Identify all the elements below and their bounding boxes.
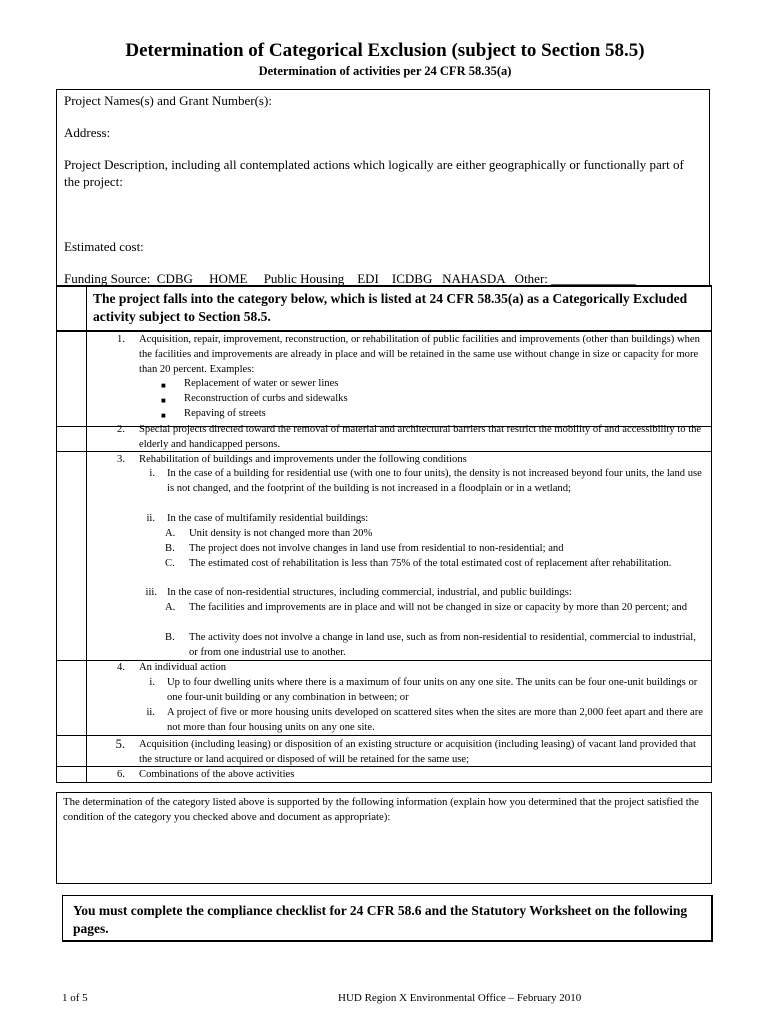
- item-3-iii-b-num: B.: [165, 632, 175, 643]
- item-2-text: Special projects directed toward the removal of material and architectural barriers that restrict the mobility of and accessibility to the elderly and handicapped persons.: [139, 424, 702, 450]
- item-1-bullet: Repaving of streets: [184, 408, 266, 419]
- item-3-iii-num: iii.: [145, 587, 157, 598]
- bullet-icon: ■: [161, 396, 166, 405]
- item-3-ii-a: Unit density is not changed more than 20%: [189, 528, 373, 539]
- compliance-notice-box: [62, 895, 713, 942]
- item-3-iii-text: In the case of non-residential structures, including commercial, industrial, and public buildings:: [167, 587, 572, 598]
- item-3-ii-text: In the case of multifamily residential buildings:: [167, 513, 369, 524]
- item-3-ii-num: ii.: [146, 513, 155, 524]
- item-number: 2.: [117, 424, 125, 435]
- address-label: Address:: [64, 125, 111, 140]
- bullet-icon: ■: [161, 411, 166, 420]
- page-subtitle: Determination of activities per 24 CFR 58.35(a): [258, 64, 512, 78]
- item-3-ii-a-num: A.: [165, 528, 176, 539]
- page-title: Determination of Categorical Exclusion (subject to Section 58.5): [125, 40, 645, 61]
- item-3-iii-a: The facilities and improvements are in place and will not be changed in size or capacity by more than 20 percent; and: [189, 602, 688, 613]
- project-names-label: Project Names(s) and Grant Number(s):: [64, 93, 272, 108]
- item-3-iii-a-num: A.: [165, 602, 176, 613]
- item-number: 6.: [117, 769, 125, 780]
- item-3-ii-b-num: B.: [165, 543, 175, 554]
- project-info-box: [56, 89, 710, 286]
- item-4-ii-text: A project of five or more housing units developed on scattered sites when the sites are more than 2,000 feet apart and there are not more than four housing units on any one site.: [167, 707, 703, 733]
- item-5-text: Acquisition (including leasing) or disposition of an existing structure or acquisition (including leasing) of vacant land provided that the structure or land acquired or disposed of will be retained for the same use;: [139, 739, 696, 765]
- item-3-i-num: i.: [149, 468, 155, 479]
- item-3-ii-c: The estimated cost of rehabilitation is less than 75% of the total estimated cost of replacement after rehabilitation.: [189, 558, 672, 569]
- item-3-text: Rehabilitation of buildings and improvements under the following conditions: [139, 454, 467, 465]
- item-number: 5.: [115, 737, 125, 751]
- item-number: 4.: [117, 662, 125, 673]
- project-description-label: Project Description, including all contemplated actions which logically are either geographically or functionally part of the project:: [64, 157, 684, 189]
- category-checkbox[interactable]: [57, 287, 87, 331]
- support-info-text: The determination of the category listed above is supported by the following information (explain how you determined that the project satisfied the condition of the category you checked above and document as appropriate):: [63, 796, 699, 823]
- item-4-i-num: i.: [149, 677, 155, 688]
- category-list: [56, 330, 712, 783]
- item-3-ii-c-num: C.: [165, 558, 175, 569]
- item-4-i-text: Up to four dwelling units where there is a maximum of four units on any one site. The units can be four one-unit buildings or one four-unit building or any combination in between; or: [167, 677, 698, 703]
- item-6-text: Combinations of the above activities: [139, 769, 295, 780]
- footer-office: HUD Region X Environmental Office – February 2010: [338, 992, 582, 1004]
- support-info-box[interactable]: [56, 792, 712, 884]
- bullet-icon: ■: [161, 381, 166, 390]
- category-heading: The project falls into the category below, which is listed at 24 CFR 58.35(a) as a Categorically Excluded activity subject to Section 58.5.: [93, 291, 688, 324]
- checkbox-column-divider: [86, 332, 87, 782]
- item-number: 3.: [117, 454, 125, 465]
- item-4-ii-num: ii.: [146, 707, 155, 718]
- funding-source-label: Funding Source: CDBG HOME Public Housing EDI ICDBG NAHASDA Other: _____________: [64, 271, 636, 286]
- estimated-cost-label: Estimated cost:: [64, 239, 144, 254]
- item-number: 1.: [117, 334, 125, 345]
- page-number: 1 of 5: [62, 992, 88, 1004]
- category-heading-row: [56, 285, 712, 332]
- item-3-ii-b: The project does not involve changes in land use from residential to non-residential; and: [189, 543, 564, 554]
- compliance-notice: You must complete the compliance checklist for 24 CFR 58.6 and the Statutory Worksheet on the following pages.: [73, 903, 688, 936]
- item-3-iii-b: The activity does not involve a change in land use, such as from non-residential to residential, commercial to industrial, or from one industrial use to another.: [189, 632, 696, 658]
- item-1-bullet: Reconstruction of curbs and sidewalks: [184, 393, 348, 404]
- item-3-i-text: In the case of a building for residential use (with one to four units), the density is not increased beyond four units, the land use is not changed, and the footprint of the building is not increased in a floodplain or in a wetland;: [167, 468, 702, 494]
- item-1-text: Acquisition, repair, improvement, reconstruction, or rehabilitation of public facilities and improvements (other than buildings) when the facilities and improvements are already in place and will be retained in the same use without change in size or capacity for more than 20 percent. Examples:: [139, 334, 700, 375]
- item-4-text: An individual action: [139, 662, 227, 673]
- item-1-bullet: Replacement of water or sewer lines: [184, 378, 339, 389]
